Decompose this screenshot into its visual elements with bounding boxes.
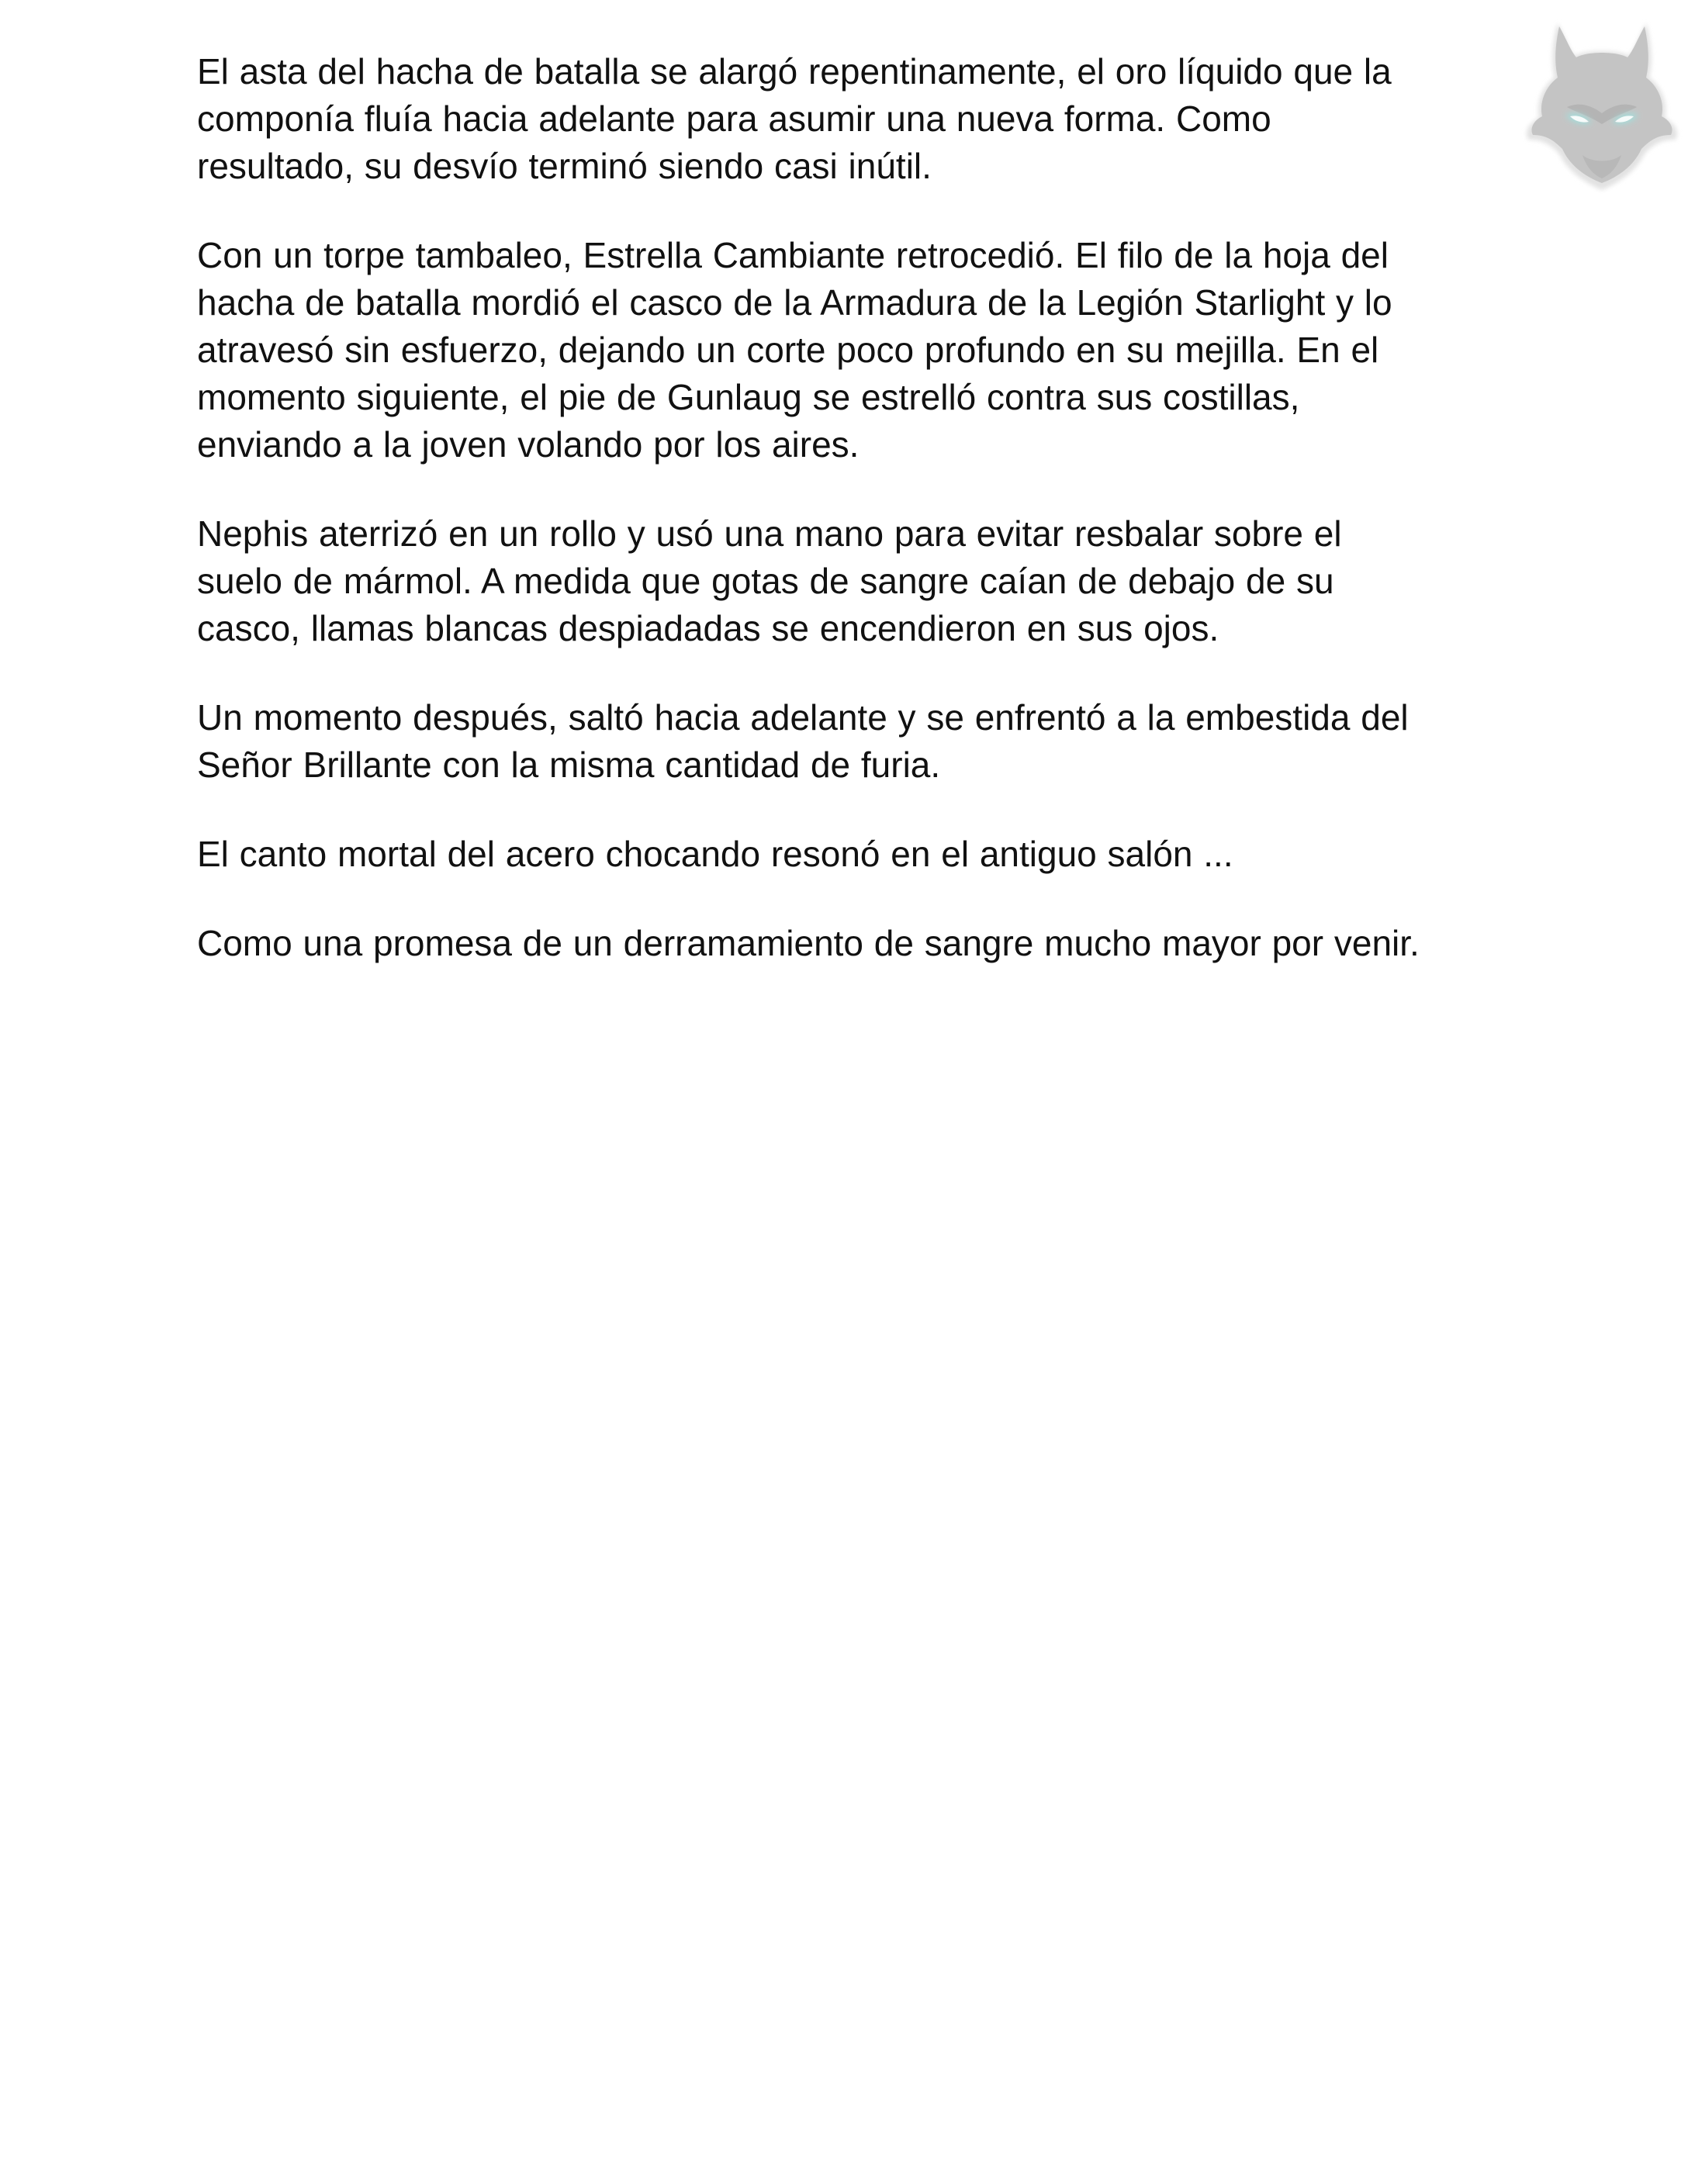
paragraph-2: [197, 232, 1516, 468]
text-line: casco, llamas blancas despiadadas se encendieron en sus ojos.: [197, 608, 1219, 648]
text-line: Como una promesa de un derramamiento de sangre mucho mayor por venir.: [197, 923, 1420, 963]
text-line: Un momento después, saltó hacia adelante y se enfrentó a la embestida del: [197, 697, 1409, 738]
text-line: El canto mortal del acero chocando resonó en el antiguo salón ...: [197, 834, 1233, 874]
text-line: enviando a la joven volando por los aires.: [197, 424, 860, 465]
paragraph-1: [197, 48, 1516, 190]
document-body: [197, 48, 1516, 1009]
text-line: suelo de mármol. A medida que gotas de sangre caían de debajo de su: [197, 561, 1334, 601]
paragraph-3: [197, 510, 1516, 652]
paragraph-6: [197, 920, 1516, 967]
text-line: Señor Brillante con la misma cantidad de furia.: [197, 745, 941, 785]
text-line: Con un torpe tambaleo, Estrella Cambiante retrocedió. El filo de la hoja del: [197, 235, 1389, 275]
demon-head-watermark-icon: [1520, 16, 1683, 194]
text-line: momento siguiente, el pie de Gunlaug se estrelló contra sus costillas,: [197, 377, 1300, 417]
text-line: resultado, su desvío terminó siendo casi inútil.: [197, 146, 932, 186]
paragraph-5: [197, 831, 1516, 878]
text-line: atravesó sin esfuerzo, dejando un corte poco profundo en su mejilla. En el: [197, 330, 1379, 370]
text-line: componía fluía hacia adelante para asumir una nueva forma. Como: [197, 98, 1271, 139]
text-line: Nephis aterrizó en un rollo y usó una mano para evitar resbalar sobre el: [197, 513, 1342, 554]
paragraph-4: [197, 694, 1516, 789]
text-line: hacha de batalla mordió el casco de la Armadura de la Legión Starlight y lo: [197, 282, 1392, 323]
text-line: El asta del hacha de batalla se alargó repentinamente, el oro líquido que la: [197, 51, 1392, 92]
